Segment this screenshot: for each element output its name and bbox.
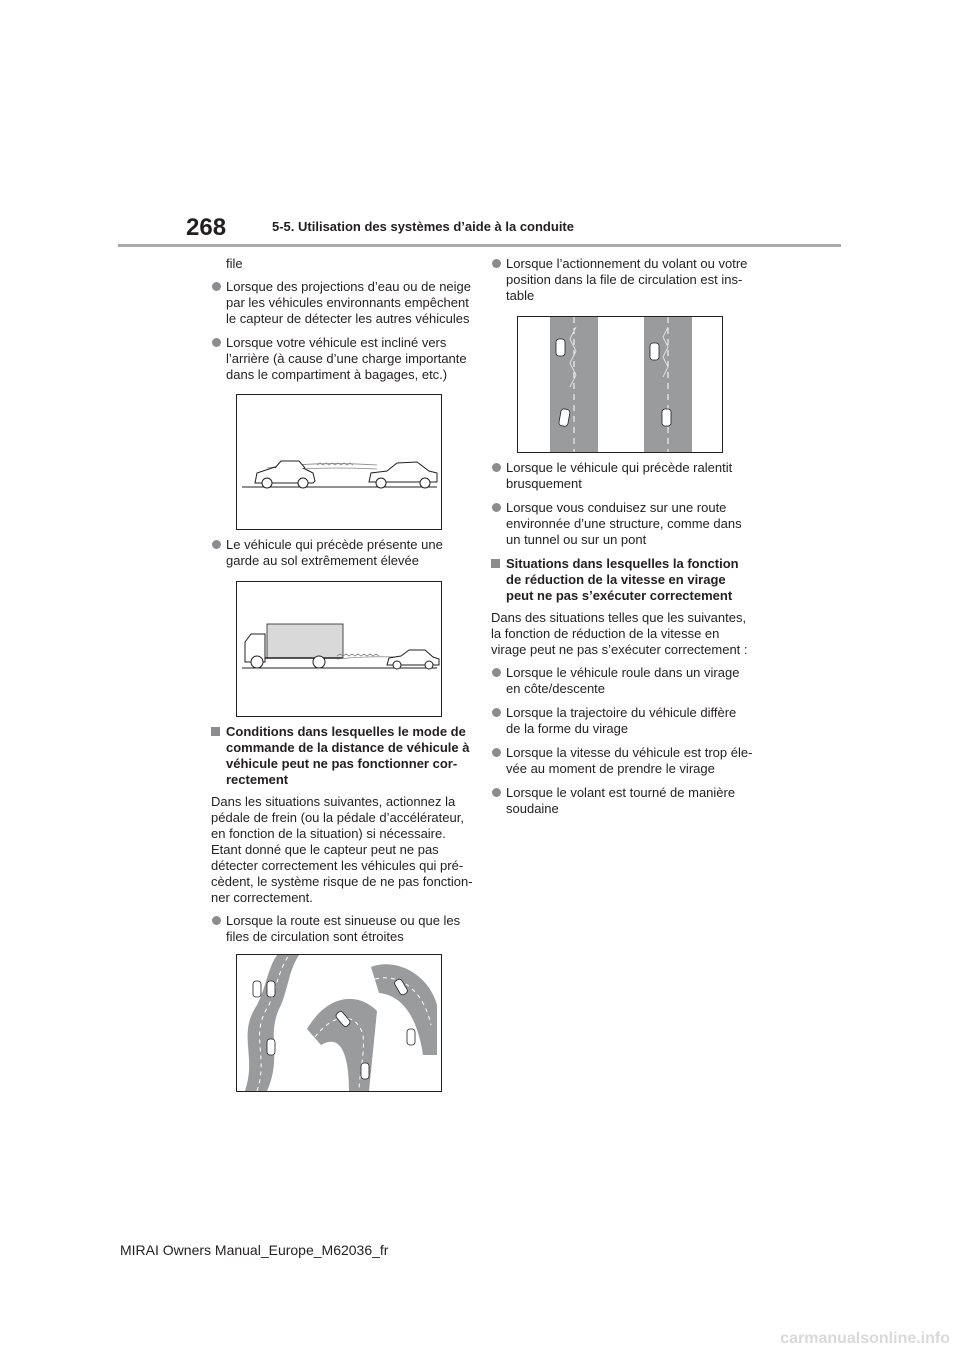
bullet-icon <box>212 916 221 925</box>
bullet-item: Lorsque la vitesse du véhicule est trop éle-vée au moment de prendre le virage <box>491 745 753 777</box>
bullet-item: Le véhicule qui précède présente une garde au sol extrêmement élevée <box>211 537 471 569</box>
figure-unstable-lane-position <box>517 316 723 453</box>
footer-text: MIRAI Owners Manual_Europe_M62036_fr <box>120 1242 389 1258</box>
continuation-text: file <box>226 256 243 271</box>
bullet-icon <box>492 788 501 797</box>
left-column-mid <box>211 537 471 577</box>
bullet-item: Lorsque le véhicule qui précède ralentit brusquement <box>491 460 753 492</box>
right-column-bottom <box>491 460 753 825</box>
watermark: carmanualsonline.info <box>780 1330 950 1347</box>
bullet-item: Lorsque des projections d’eau ou de neige par les véhicules environnants empêchent le capteur de détecter les autres véhicules <box>211 279 471 327</box>
bullet-icon <box>492 708 501 717</box>
bullet-item: Lorsque l’actionnement du volant ou votre position dans la file de circulation est ins-table <box>491 256 753 304</box>
square-bullet-icon <box>211 727 220 736</box>
left-column-bottom <box>211 724 473 953</box>
figure-winding-roads <box>236 954 442 1092</box>
right-column-top <box>491 256 753 312</box>
bullet-icon <box>212 338 221 347</box>
paragraph: Dans les situations suivantes, actionnez la pédale de frein (ou la pédale d’accélérateur, en fonction de la situation) si nécessaire. Etant donné que le capteur peut ne pas détecter correctement les véhicules qui pré-cèdent, le système risque de ne pas fonction-ner correctement. <box>211 794 473 905</box>
figure-tilted-vehicle <box>236 394 442 530</box>
bullet-icon <box>212 540 221 549</box>
bullet-item: Lorsque la route est sinueuse ou que les files de circulation sont étroites <box>211 913 473 945</box>
bullet-item: Lorsque vous conduisez sur une route environnée d’une structure, comme dans un tunnel ou sur un pont <box>491 500 753 548</box>
square-bullet-icon <box>491 559 500 568</box>
section-heading: Conditions dans lesquelles le mode de commande de la distance de véhicule à véhicule peut ne pas fonctionner cor-rectement <box>211 724 473 788</box>
paragraph: Dans des situations telles que les suivantes, la fonction de réduction de la vitesse en virage peut ne pas s’exécuter correctement : <box>491 610 748 657</box>
section-title: 5-5. Utilisation des systèmes d’aide à la conduite <box>272 219 574 234</box>
page-number: 268 <box>186 214 227 241</box>
bullet-icon <box>492 463 501 472</box>
bullet-icon <box>492 668 501 677</box>
section-heading: Situations dans lesquelles la fonction de réduction de la vitesse en virage peut ne pas s’exécuter correctement <box>491 556 753 604</box>
header-rule <box>118 244 841 247</box>
figure-high-clearance-truck <box>236 581 442 717</box>
bullet-icon <box>492 259 501 268</box>
bullet-item: Lorsque votre véhicule est incliné vers l’arrière (à cause d’une charge importante dans le compartiment à bagages, etc.) <box>211 335 471 383</box>
bullet-icon <box>212 282 221 291</box>
bullet-item: Lorsque le véhicule roule dans un virage en côte/descente <box>491 665 753 697</box>
bullet-item: Lorsque la trajectoire du véhicule diffère de la forme du virage <box>491 705 753 737</box>
left-column-top <box>211 256 471 391</box>
bullet-item: Lorsque le volant est tourné de manière soudaine <box>491 785 753 817</box>
bullet-icon <box>492 503 501 512</box>
bullet-icon <box>492 748 501 757</box>
